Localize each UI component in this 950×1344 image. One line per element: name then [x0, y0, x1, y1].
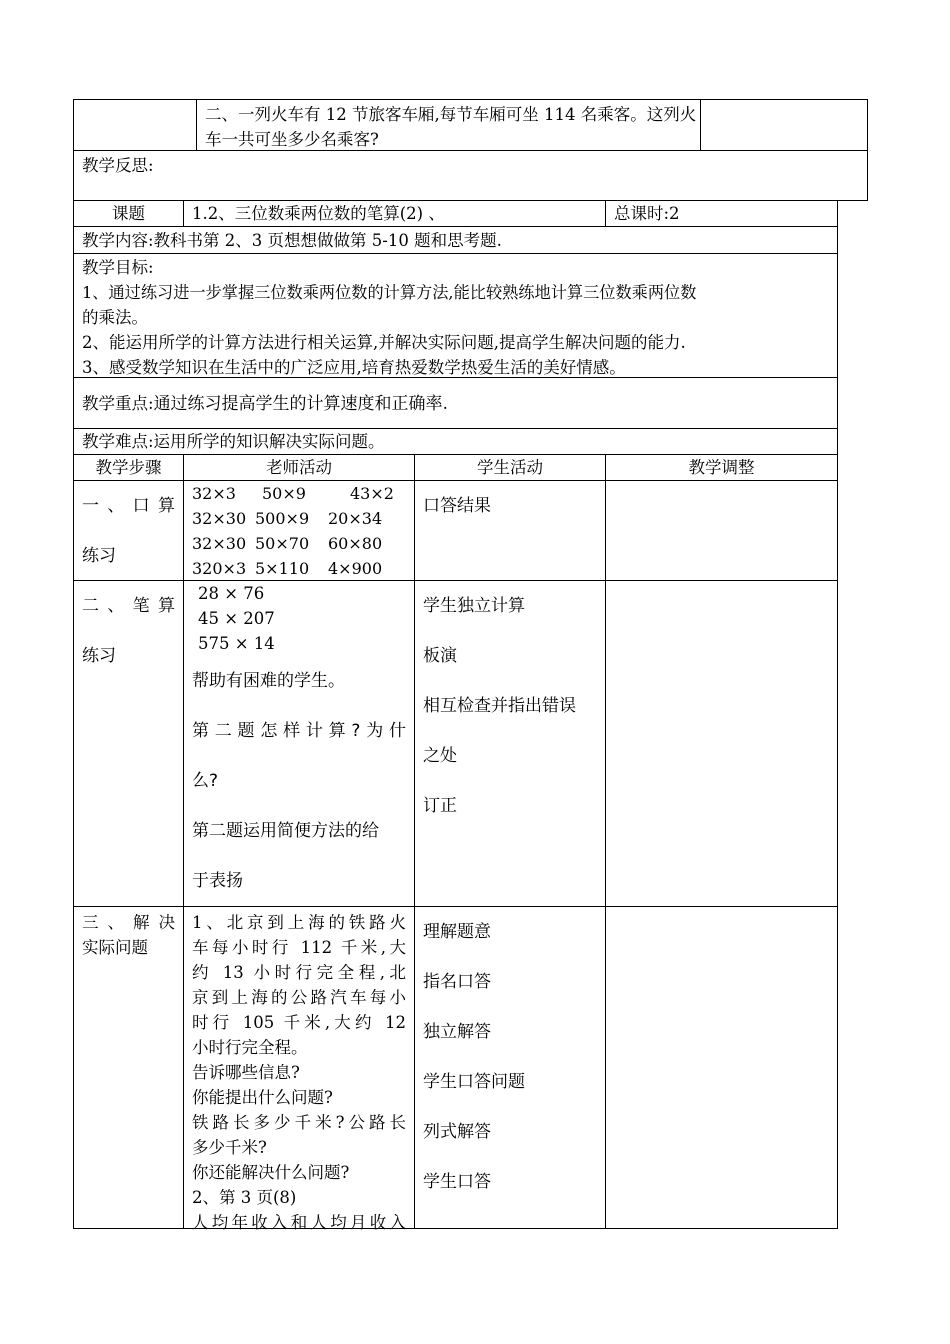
header-student-activity: 学生活动	[414, 454, 606, 481]
topic-label: 课题	[112, 204, 145, 223]
reflection-label: 教学反思:	[82, 156, 154, 175]
step2-label-line1: 二 、 笔 算	[82, 596, 175, 616]
header-adjustment: 教学调整	[605, 454, 838, 481]
step2-student-cell	[414, 580, 606, 907]
key-point-text: 通过练习提高学生的计算速度和正确率	[153, 394, 443, 414]
step2-adjust-cell	[605, 580, 838, 907]
teacher-line-13: 人均年收入和人均月收入	[192, 1213, 406, 1232]
step1-label-line1: 一 、 口 算	[82, 496, 175, 516]
student-answer-question: 学生口答问题	[423, 1072, 525, 1092]
student-check-line2: 之处	[423, 746, 457, 766]
student-oral: 学生口答	[423, 1172, 491, 1192]
step3-label-line2: 实际问题	[82, 938, 148, 957]
teaching-content: 教学内容:教科书第 2、3 页想想做做第 5-10 题和思考题.	[82, 231, 502, 250]
step3-adjust-cell	[605, 906, 838, 1229]
key-point-cell	[73, 377, 838, 429]
teacher-line-8: 你能提出什么问题?	[192, 1088, 333, 1107]
step2-teacher-cell	[183, 580, 415, 907]
goal-1-line1: 1、通过练习进一步掌握三位数乘两位数的计算方法,能比较熟练地计算三位数乘两位数	[82, 283, 697, 302]
teacher-line-11: 你还能解决什么问题?	[192, 1163, 350, 1182]
step3-label-line1: 三 、 解 决	[82, 913, 175, 932]
teacher-praise-line2: 于表扬	[192, 871, 243, 891]
student-solve: 独立解答	[423, 1022, 491, 1042]
step1-student-text: 口答结果	[423, 496, 491, 516]
step3-teacher-cell	[183, 906, 415, 1232]
teacher-help-text: 帮助有困难的学生。	[192, 671, 345, 691]
goal-1-line2: 的乘法。	[82, 308, 148, 327]
key-point-label: 教学重点:	[82, 394, 154, 413]
student-independent: 学生独立计算	[423, 596, 525, 616]
student-understand: 理解题意	[423, 922, 491, 942]
student-check-line1: 相互检查并指出错误	[423, 696, 576, 716]
student-oral-answer: 指名口答	[423, 972, 491, 992]
step1-label-line2: 练习	[82, 546, 116, 566]
student-formula: 列式解答	[423, 1122, 491, 1142]
goals-cell	[73, 253, 838, 378]
teacher-line-3: 约 13 小时行完全程,北	[192, 963, 406, 982]
student-board: 板演	[423, 646, 457, 666]
step3-label-cell	[73, 906, 184, 1229]
question-two-line1: 二、一列火车有 12 节旅客车厢,每节车厢可坐 114 名乘客。这列火	[205, 105, 697, 124]
teacher-line-12: 2、第 3 页(8)	[192, 1188, 297, 1207]
teacher-praise-line1: 第二题运用简便方法的给	[192, 821, 379, 841]
step1-student-cell	[414, 480, 606, 581]
teacher-line-10: 多少千米?	[192, 1138, 267, 1157]
goal-3: 3、感受数学知识在生活中的广泛应用,培育热爱数学热爱生活的美好情感。	[82, 358, 626, 377]
key-point-end: .	[442, 394, 448, 413]
difficulty-cell	[73, 428, 838, 455]
teacher-line-1: 1、北京到上海的铁路火	[192, 913, 406, 932]
step1-adjust-cell	[605, 480, 838, 581]
oral-row-4: 320×3 5×110 4×900	[192, 559, 383, 578]
step2-label-line2: 练习	[82, 646, 116, 666]
teacher-line-9: 铁路长多少千米?公路长	[192, 1113, 406, 1132]
total-hours-cell	[605, 200, 838, 227]
top-row-left-cell	[73, 99, 197, 151]
oral-row-1: 32×3 50×9 43×2	[192, 484, 394, 503]
teacher-line-7: 告诉哪些信息?	[192, 1063, 300, 1082]
student-correct: 订正	[423, 796, 457, 816]
top-row-right-cell	[700, 99, 868, 151]
topic-label-cell	[73, 200, 184, 227]
content-cell	[73, 226, 838, 254]
teacher-line-2: 车每小时行 112 千米,大	[192, 938, 406, 957]
topic-value: 1.2、三位数乘两位数的笔算(2) 、	[192, 204, 445, 223]
teacher-line-6: 小时行完全程。	[192, 1038, 308, 1057]
calc-3: 575 × 14	[198, 634, 275, 653]
step3-student-cell	[414, 906, 606, 1229]
oral-row-2: 32×30 500×9 20×34	[192, 509, 383, 528]
teacher-question-line2: 么?	[192, 771, 219, 791]
calc-1: 28 × 76	[198, 584, 265, 603]
question-two-line2: 车一共可坐多少名乘客?	[205, 130, 379, 149]
header-teacher-activity: 老师活动	[183, 454, 415, 481]
topic-value-cell	[183, 200, 606, 227]
step2-label-cell	[73, 580, 184, 907]
total-hours: 总课时:2	[614, 204, 680, 223]
header-steps: 教学步骤	[73, 454, 184, 481]
step1-label-cell	[73, 480, 184, 581]
reflection-cell	[73, 150, 868, 201]
question-two-cell	[196, 99, 701, 151]
goal-2: 2、能运用所学的计算方法进行相关运算,并解决实际问题,提高学生解决问题的能力.	[82, 333, 686, 352]
step1-teacher-cell	[183, 480, 415, 581]
teacher-question-line1: 第二题怎样计算?为什	[192, 721, 406, 741]
teacher-line-5: 时行 105 千米,大约 12	[192, 1013, 406, 1032]
teacher-line-4: 京到上海的公路汽车每小	[192, 988, 406, 1007]
goals-label: 教学目标:	[82, 258, 154, 277]
teaching-difficulty: 教学难点:运用所学的知识解决实际问题。	[82, 432, 385, 451]
calc-2: 45 × 207	[198, 609, 275, 628]
oral-row-3: 32×30 50×70 60×80	[192, 534, 383, 553]
